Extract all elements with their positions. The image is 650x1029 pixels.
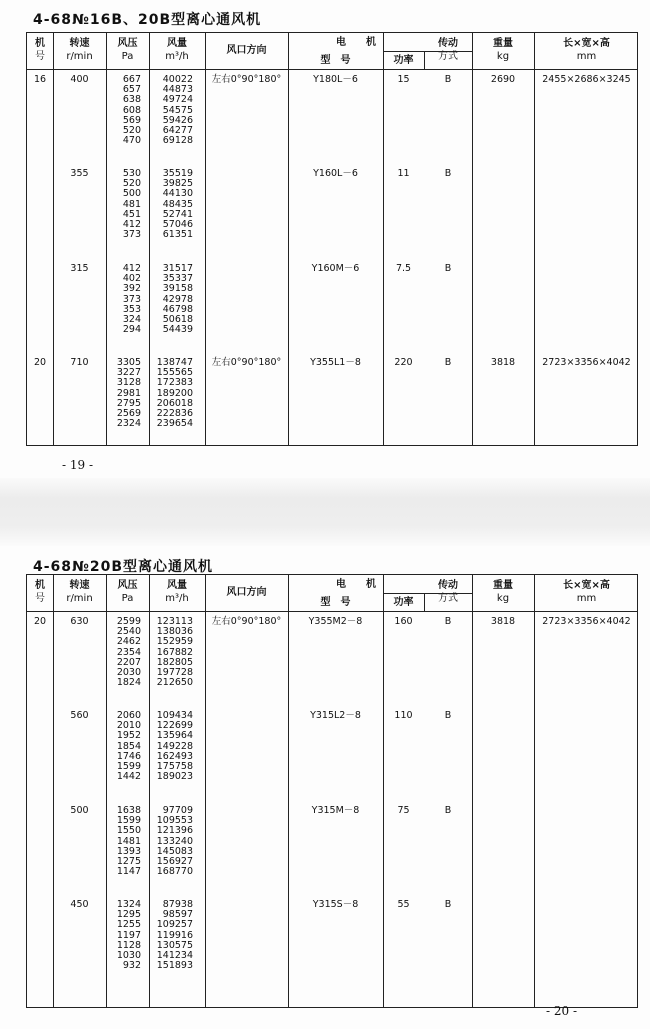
header-speed-label: 转速: [69, 580, 90, 591]
header-motor-model: [288, 596, 383, 609]
cell-flow: 182805: [156, 656, 193, 668]
cell-pressure: 294: [122, 324, 141, 336]
header-speed-label: 转速: [69, 38, 90, 49]
header-drive-label: 传动: [438, 38, 458, 49]
cell-pressure-list: [106, 264, 141, 335]
header-motor-power-label: 功率: [393, 55, 414, 66]
cell-motor-power: 75: [397, 805, 410, 816]
cell-pressure: 2207: [116, 656, 141, 668]
cell-flow-list: [149, 900, 193, 971]
header-dims-unit: mm: [576, 51, 597, 62]
cell-flow: 168770: [156, 866, 193, 878]
header-machine-no: [27, 579, 53, 605]
cell-pressure: 373: [122, 293, 141, 305]
column-divider: [288, 33, 289, 445]
cell-pressure-list: [106, 806, 141, 877]
header-outlet-label: 风口方向: [226, 587, 267, 598]
fan-spec-table: [26, 574, 638, 1008]
header-drive-label: 传动: [438, 580, 458, 591]
header-outlet-label: 风口方向: [226, 45, 267, 56]
cell-flow: 141234: [156, 949, 193, 961]
header-pressure: [106, 37, 149, 63]
header-speed: [53, 37, 106, 63]
column-divider: [53, 33, 54, 445]
cell-flow: 156927: [156, 855, 193, 867]
column-divider: [383, 575, 384, 1007]
cell-speed: 710: [70, 357, 89, 368]
header-motor-label: 电 机: [336, 37, 376, 48]
page-title: 4-68№20B型离心通风机: [33, 559, 214, 575]
cell-flow-list: [149, 711, 193, 782]
header-pressure-unit: Pa: [121, 593, 134, 604]
page-gap: [0, 478, 650, 546]
cell-outlet: 左右0°90°180°: [211, 74, 282, 85]
cell-machine-no: 20: [33, 616, 47, 627]
cell-dims: 2723×3356×4042: [542, 616, 631, 627]
cell-flow: 135964: [156, 730, 193, 742]
cell-flow: 239654: [156, 418, 193, 430]
cell-flow: 222836: [156, 407, 193, 419]
header-pressure: [106, 579, 149, 605]
header-dims-label: 长×宽×高: [563, 580, 610, 591]
column-divider: [534, 33, 535, 445]
cell-speed: 560: [70, 710, 89, 721]
cell-motor-power: 55: [397, 899, 410, 910]
cell-motor-power: 110: [394, 710, 413, 721]
cell-flow: 130575: [156, 939, 193, 951]
cell-pressure: 353: [122, 303, 141, 315]
cell-dims: 2723×3356×4042: [542, 357, 631, 368]
cell-pressure: 1550: [116, 825, 141, 837]
column-divider: [472, 575, 473, 1007]
header-flow: [149, 37, 205, 63]
header-drive: [424, 579, 472, 605]
cell-pressure: 2981: [116, 387, 141, 399]
cell-flow: 44130: [162, 188, 193, 200]
header-flow-unit: m³/h: [165, 593, 189, 604]
cell-pressure: 1128: [116, 939, 141, 951]
cell-pressure: 520: [122, 178, 141, 190]
header-drive-unit: 方式: [438, 593, 458, 604]
cell-flow: 61351: [162, 229, 193, 241]
cell-pressure: 1442: [116, 771, 141, 783]
cell-pressure: 2324: [116, 418, 141, 430]
cell-pressure: 1824: [116, 677, 141, 689]
cell-flow: 40022: [162, 74, 193, 85]
cell-pressure: 1147: [116, 866, 141, 878]
cell-pressure-list: [106, 169, 141, 240]
cell-speed: 450: [70, 899, 89, 910]
cell-pressure: 412: [122, 263, 141, 274]
header-outlet: [205, 586, 288, 599]
cell-flow-list: [149, 358, 193, 429]
cell-flow: 151893: [156, 960, 193, 972]
header-dims-label: 长×宽×高: [563, 38, 610, 49]
cell-flow: 42978: [162, 293, 193, 305]
page-number: - 20 -: [546, 1004, 578, 1018]
cell-pressure: 3227: [116, 367, 141, 379]
cell-pressure: 608: [122, 104, 141, 116]
cell-flow-list: [149, 75, 193, 146]
cell-weight: 3818: [490, 616, 516, 627]
cell-machine-no: 20: [33, 357, 47, 368]
cell-speed: 500: [70, 805, 89, 816]
cell-motor-power: 15: [397, 74, 410, 85]
cell-flow: 123113: [156, 616, 193, 627]
cell-motor-model: Y160L－6: [313, 168, 358, 179]
header-outlet: [205, 44, 288, 57]
cell-drive: B: [444, 357, 452, 368]
cell-pressure-list: [106, 617, 141, 688]
header-flow-unit: m³/h: [165, 51, 189, 62]
cell-flow: 48435: [162, 198, 193, 210]
cell-pressure: 1295: [116, 909, 141, 921]
header-motor: [288, 36, 424, 49]
cell-pressure: 2569: [116, 407, 141, 419]
cell-flow-list: [149, 806, 193, 877]
cell-flow: 155565: [156, 367, 193, 379]
cell-drive: B: [444, 74, 452, 85]
cell-pressure: 2030: [116, 666, 141, 678]
column-divider: [534, 575, 535, 1007]
cell-motor-model: Y315M－8: [311, 805, 360, 816]
cell-pressure: 481: [122, 198, 141, 210]
cell-flow: 119916: [156, 929, 193, 941]
header-weight-label: 重量: [493, 580, 513, 591]
cell-flow: 97709: [162, 805, 193, 816]
cell-motor-model: Y160M－6: [311, 263, 360, 274]
cell-pressure: 1255: [116, 919, 141, 931]
cell-motor-power: 7.5: [395, 263, 412, 274]
cell-drive: B: [444, 168, 452, 179]
page-19: [0, 0, 650, 478]
header-flow: [149, 579, 205, 605]
header-divider: [27, 611, 637, 612]
fan-spec-table: [26, 32, 638, 446]
cell-flow-list: [149, 617, 193, 688]
cell-pressure: 1275: [116, 855, 141, 867]
cell-flow: 87938: [162, 899, 193, 910]
cell-flow: 98597: [162, 909, 193, 921]
page-number: - 19 -: [62, 458, 94, 472]
cell-motor-model: Y315L2－8: [310, 710, 361, 721]
cell-pressure: 569: [122, 114, 141, 126]
cell-flow: 31517: [162, 263, 193, 274]
cell-speed: 355: [70, 168, 89, 179]
cell-pressure-list: [106, 900, 141, 971]
header-weight: [472, 37, 534, 63]
page-title: 4-68№16B、20B型离心通风机: [33, 12, 262, 28]
header-weight-unit: kg: [496, 51, 510, 62]
header-dims-unit: mm: [576, 593, 597, 604]
cell-flow: 69128: [162, 135, 193, 147]
cell-flow: 35337: [162, 273, 193, 285]
cell-drive: B: [444, 616, 452, 627]
cell-pressure-list: [106, 75, 141, 146]
cell-pressure: 667: [122, 74, 141, 85]
column-divider: [205, 33, 206, 445]
header-pressure-unit: Pa: [121, 51, 134, 62]
cell-machine-no: 16: [33, 74, 47, 85]
header-motor-power: [383, 596, 424, 609]
cell-flow-list: [149, 264, 193, 335]
column-divider: [383, 33, 384, 445]
page-20: [0, 546, 650, 1029]
cell-pressure: 3305: [116, 357, 141, 368]
cell-motor-model: Y355L1－8: [310, 357, 361, 368]
cell-flow: 145083: [156, 845, 193, 857]
header-divider: [27, 69, 637, 70]
header-machine-no: [27, 37, 53, 63]
cell-flow: 44873: [162, 84, 193, 96]
cell-pressure: 1599: [116, 760, 141, 772]
cell-drive: B: [444, 710, 452, 721]
cell-pressure: 451: [122, 208, 141, 220]
header-motor-label: 电 机: [336, 579, 376, 590]
cell-flow: 54439: [162, 324, 193, 336]
header-weight-label: 重量: [493, 38, 513, 49]
cell-pressure: 324: [122, 313, 141, 325]
column-divider: [53, 575, 54, 1007]
cell-flow: 121396: [156, 825, 193, 837]
header-speed: [53, 579, 106, 605]
cell-flow: 172383: [156, 377, 193, 389]
cell-outlet: 左右0°90°180°: [211, 357, 282, 368]
cell-pressure: 500: [122, 188, 141, 200]
cell-pressure-list: [106, 711, 141, 782]
header-motor-model-label: 型 号: [320, 55, 351, 66]
header-weight: [472, 579, 534, 605]
cell-flow: 206018: [156, 397, 193, 409]
cell-flow: 162493: [156, 750, 193, 762]
cell-pressure: 3128: [116, 377, 141, 389]
cell-flow: 54575: [162, 104, 193, 116]
cell-flow: 133240: [156, 835, 193, 847]
header-machine-no-unit: 号: [35, 51, 45, 62]
cell-pressure: 470: [122, 135, 141, 147]
cell-flow: 138036: [156, 626, 193, 638]
cell-pressure: 2599: [116, 616, 141, 627]
cell-pressure: 2462: [116, 636, 141, 648]
cell-motor-model: Y355M2－8: [308, 616, 363, 627]
cell-pressure: 520: [122, 124, 141, 136]
cell-pressure: 530: [122, 168, 141, 179]
cell-flow: 175758: [156, 760, 193, 772]
column-divider: [205, 575, 206, 1007]
cell-flow: 49724: [162, 94, 193, 106]
header-drive: [424, 37, 472, 63]
header-motor: [288, 578, 424, 591]
header-speed-unit: r/min: [66, 593, 93, 604]
cell-pressure-list: [106, 358, 141, 429]
cell-pressure: 2010: [116, 720, 141, 732]
cell-pressure: 373: [122, 229, 141, 241]
cell-weight: 3818: [490, 357, 516, 368]
header-dims: [534, 37, 639, 63]
cell-weight: 2690: [490, 74, 516, 85]
cell-flow: 39825: [162, 178, 193, 190]
cell-pressure: 1952: [116, 730, 141, 742]
cell-pressure: 2060: [116, 710, 141, 721]
cell-pressure: 1746: [116, 750, 141, 762]
header-drive-unit: 方式: [438, 51, 458, 62]
cell-speed: 630: [70, 616, 89, 627]
cell-flow: 197728: [156, 666, 193, 678]
cell-pressure: 1393: [116, 845, 141, 857]
cell-flow: 64277: [162, 124, 193, 136]
cell-flow: 39158: [162, 283, 193, 295]
cell-motor-power: 220: [394, 357, 413, 368]
header-pressure-label: 风压: [117, 38, 138, 49]
cell-pressure: 412: [122, 218, 141, 230]
cell-pressure: 2795: [116, 397, 141, 409]
cell-flow: 122699: [156, 720, 193, 732]
cell-pressure: 1599: [116, 815, 141, 827]
cell-pressure: 657: [122, 84, 141, 96]
header-motor-model-label: 型 号: [320, 597, 351, 608]
header-motor-power: [383, 54, 424, 67]
cell-motor-model: Y315S－8: [312, 899, 359, 910]
cell-motor-model: Y180L－6: [313, 74, 358, 85]
cell-pressure: 1030: [116, 949, 141, 961]
cell-flow: 149228: [156, 740, 193, 752]
cell-pressure: 402: [122, 273, 141, 285]
header-weight-unit: kg: [496, 593, 510, 604]
cell-flow: 212650: [156, 677, 193, 689]
cell-flow: 109257: [156, 919, 193, 931]
cell-pressure: 1638: [116, 805, 141, 816]
cell-flow: 50618: [162, 313, 193, 325]
cell-flow: 46798: [162, 303, 193, 315]
header-pressure-label: 风压: [117, 580, 138, 591]
cell-pressure: 1481: [116, 835, 141, 847]
cell-speed: 400: [70, 74, 89, 85]
cell-outlet: 左右0°90°180°: [211, 616, 282, 627]
header-speed-unit: r/min: [66, 51, 93, 62]
cell-flow: 52741: [162, 208, 193, 220]
cell-dims: 2455×2686×3245: [542, 74, 631, 85]
cell-flow: 59426: [162, 114, 193, 126]
cell-pressure: 1197: [116, 929, 141, 941]
cell-flow-list: [149, 169, 193, 240]
cell-pressure: 638: [122, 94, 141, 106]
header-flow-label: 风量: [167, 38, 187, 49]
column-divider: [472, 33, 473, 445]
cell-flow: 167882: [156, 646, 193, 658]
cell-pressure: 2540: [116, 626, 141, 638]
header-machine-no-unit: 号: [35, 593, 45, 604]
cell-flow: 35519: [162, 168, 193, 179]
cell-drive: B: [444, 805, 452, 816]
cell-flow: 109553: [156, 815, 193, 827]
column-divider: [288, 575, 289, 1007]
cell-pressure: 392: [122, 283, 141, 295]
cell-flow: 138747: [156, 357, 193, 368]
cell-flow: 189023: [156, 771, 193, 783]
header-dims: [534, 579, 639, 605]
cell-pressure: 1324: [116, 899, 141, 910]
cell-pressure: 2354: [116, 646, 141, 658]
cell-drive: B: [444, 899, 452, 910]
cell-flow: 109434: [156, 710, 193, 721]
cell-drive: B: [444, 263, 452, 274]
cell-flow: 57046: [162, 218, 193, 230]
cell-flow: 189200: [156, 387, 193, 399]
cell-flow: 152959: [156, 636, 193, 648]
header-flow-label: 风量: [167, 580, 187, 591]
header-machine-no-label: 机: [35, 38, 45, 49]
cell-motor-power: 160: [394, 616, 413, 627]
cell-speed: 315: [70, 263, 89, 274]
cell-pressure: 932: [122, 960, 141, 972]
header-machine-no-label: 机: [35, 580, 45, 591]
cell-pressure: 1854: [116, 740, 141, 752]
header-motor-model: [288, 54, 383, 67]
cell-motor-power: 11: [397, 168, 410, 179]
header-motor-power-label: 功率: [393, 597, 414, 608]
